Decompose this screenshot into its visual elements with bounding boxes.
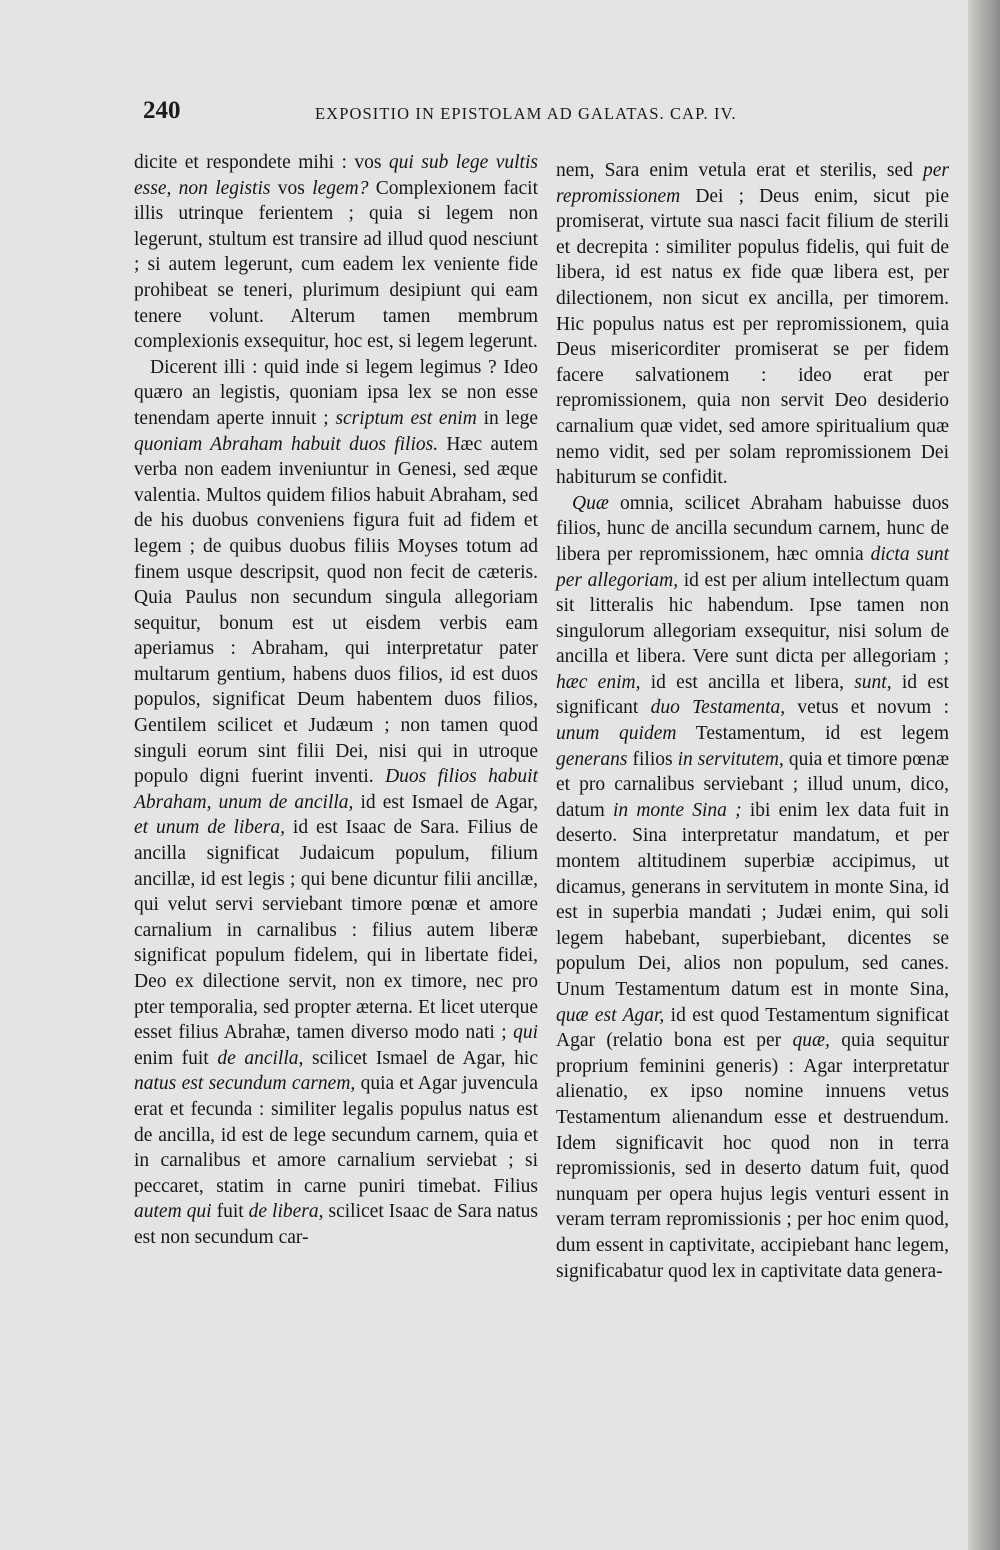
- running-head: [143, 97, 803, 131]
- paragraph: [556, 491, 949, 1284]
- italic-text: quoniam Abraham habuit duos filios.: [134, 433, 439, 455]
- text-run: omnia, scilicet Abraham habuisse duos filios, hunc de ancilla secundum carnem, hunc de libera per repromissionem, hæc omnia: [556, 492, 949, 565]
- text-run: vos: [270, 177, 313, 199]
- text-run: scilicet Ismael de Agar, hic: [303, 1047, 538, 1069]
- text-run: id est per alium intellectum quam sit litteralis hic habendum. Ipse tamen non singulorum allegoriam exsequitur, nisi solum de ancilla et libera. Vere sunt dicta per allegoriam ;: [556, 569, 949, 668]
- italic-text: per repromissionem: [556, 160, 949, 207]
- text-run: ibi enim lex data fuit in deserto. Sina interpretatur mandatum, et per montem altitudinem superbiæ accipimus, ut dicamus, generans in servitutem in monte Sina, id est in superbia mandati ; Judæi enim, qui soli legem habebant, superbiebant, dicentes se populum Dei, alios non populum, sed canes. Unum Testamentum datum est in monte Sina,: [556, 799, 950, 1000]
- text-run: in lege: [476, 407, 538, 429]
- right-column: [556, 158, 949, 1284]
- italic-text: in monte Sina ;: [612, 799, 742, 821]
- italic-text: quæ,: [792, 1030, 830, 1052]
- italic-text: et unum de libera,: [134, 817, 285, 839]
- italic-text: legem?: [312, 177, 369, 199]
- italic-text: Quæ: [572, 492, 609, 514]
- italic-text: qui sub lege vultis esse, non legistis: [134, 152, 538, 199]
- text-run: filios: [627, 748, 678, 770]
- italic-text: scriptum est enim: [335, 407, 477, 429]
- italic-text: qui: [513, 1022, 538, 1044]
- paragraph: [134, 355, 538, 1251]
- text-run: id est significant: [556, 671, 949, 719]
- text-run: id est Ismael de Agar,: [353, 791, 538, 813]
- italic-text: natus est secundum carnem,: [134, 1073, 356, 1095]
- text-run: quia et timore pœnæ et pro carnalibus serviebant ; illud unum, dico, datum: [556, 748, 950, 821]
- italic-text: dicta sunt per allegoriam,: [556, 543, 949, 591]
- text-run: nem, Sara enim vetula erat et sterilis, sed: [556, 160, 923, 181]
- italic-text: unum quidem: [556, 723, 677, 745]
- italic-text: Duos filios habuit Abraham, unum de ancilla,: [134, 766, 538, 813]
- text-run: fuit: [211, 1201, 249, 1223]
- italic-text: duo Testamenta,: [650, 697, 786, 719]
- text-run: id est quod Testamentum significat Agar (relatio bona est per: [556, 1004, 949, 1052]
- text-run: Dicerent illi : quid inde si legem legimus ? Ideo quæro an legistis, quoniam ipsa lex se non esse tenendam aperte innuit ;: [134, 356, 538, 429]
- running-title: EXPOSITIO IN EPISTOLAM AD GALATAS. CAP. IV.: [315, 104, 737, 123]
- text-run: scilicet Isaac de Sara natus est non secundum car-: [134, 1201, 538, 1248]
- text-run: id est Isaac de Sara. Filius de ancilla significat Judaicum populum, filium ancillæ, id est legis ; qui bene dicuntur filii ancillæ, qui velut servi serviebant timore pœnæ et amore carnalium in carnalibus : filius autem liberæ significat populum fidelem, qui in libertate fidei, Deo ex dilectione servit, non ex timore, nec pro pter temporalia, sed propter æterna. Et licet uterque esset filius Abrahæ, tamen diverso modo nati ;: [134, 817, 539, 1044]
- italic-text: de ancilla,: [217, 1047, 304, 1069]
- italic-text: autem qui: [134, 1201, 212, 1223]
- page-edge-shadow: [968, 0, 1000, 1550]
- italic-text: hæc enim,: [556, 671, 641, 693]
- text-run: quia et Agar juvencula erat et fecunda : similiter legalis populus natus est de ancilla, id est de lege secundum carnem, quia et in carnalibus et amore carnalium serviebat ; si peccaret, statim in carne puniri timebat. Filius: [134, 1073, 538, 1197]
- italic-text: sunt,: [854, 671, 892, 693]
- text-run: enim fuit: [134, 1047, 218, 1069]
- italic-text: quæ est Agar,: [556, 1004, 665, 1026]
- paragraph: [134, 150, 538, 355]
- text-run: quia sequitur proprium feminini generis) : Agar interpretatur alienatio, ex ipso nomine innuens vetus Testamentum alienandum esse et destruendum. Idem significavit hoc quod non in terra repromissionis, sed in deserto datum fuit, quod nunquam per opera hujus legis venturi essent in veram terram repromissionis ; per hoc enim quod, dum essent in captivitate, accipiebant hanc legem, significabatur quod lex in captivitate data genera-: [556, 1030, 949, 1282]
- text-run: Hæc autem verba non eadem inveniuntur in Genesi, sed æque valentia. Multos quidem filios habuit Abraham, sed de his duobus conveniens figura fuit ad fidem et legem ; de quibus duobus filiis Moyses totum ad finem usque descripsit, quod non fecit de cæteris. Quia Paulus non secundum singula allegoriam sequitur, bonum est ut eisdem verbis eam aperiamus : Abraham, qui interpretatur pater multarum gentium, habens duos filios, id est duos populos, significat Deum habentem duos filios, Gentilem scilicet et Judæum ; non tamen quod singuli eorum sint filii Dei, nisi qui in utroque populo digni fuerint inventi.: [134, 433, 539, 788]
- italic-text: de libera,: [248, 1201, 324, 1223]
- left-column: [134, 150, 538, 1251]
- text-run: Complexionem facit illis utrinque ferientem ; quia si legem non legerunt, stultum est transire ad illud quod nesciunt ; si autem legerunt, cum eadem lex veniente fide prohibeat se teneri, plurimum desipiunt qui eam tenere volunt. Alterum tamen membrum complexionis exsequitur, hoc est, si legem legerunt.: [134, 177, 538, 353]
- text-run: id est ancilla et libera,: [640, 671, 855, 693]
- paragraph: [556, 158, 949, 491]
- italic-text: in servitutem,: [677, 748, 784, 770]
- italic-text: generans: [556, 748, 628, 770]
- text-run: vetus et novum :: [785, 697, 949, 719]
- text-run: Testamentum, id est legem: [676, 723, 949, 745]
- text-run: Dei ; Deus enim, sicut pie promiserat, virtute sua nasci facit filium de sterili et decrepita : similiter populus fidelis, qui fuit de libera, id est natus ex fide quæ libera est, per dilectionem, non sicut ex ancilla, per timorem. Hic populus natus est per repromissionem, quia Deus misericorditer promiserat se per fidem facere salvationem : ideo erat per repromissionem, quia non servit Deo desiderio carnalium quæ videt, sed amore spiritualium quæ nemo vidit, sed per solam repromissionem Dei habiturum se confidit.: [556, 185, 949, 489]
- page-number: 240: [143, 97, 181, 124]
- text-run: dicite et respondete mihi : vos: [134, 152, 389, 173]
